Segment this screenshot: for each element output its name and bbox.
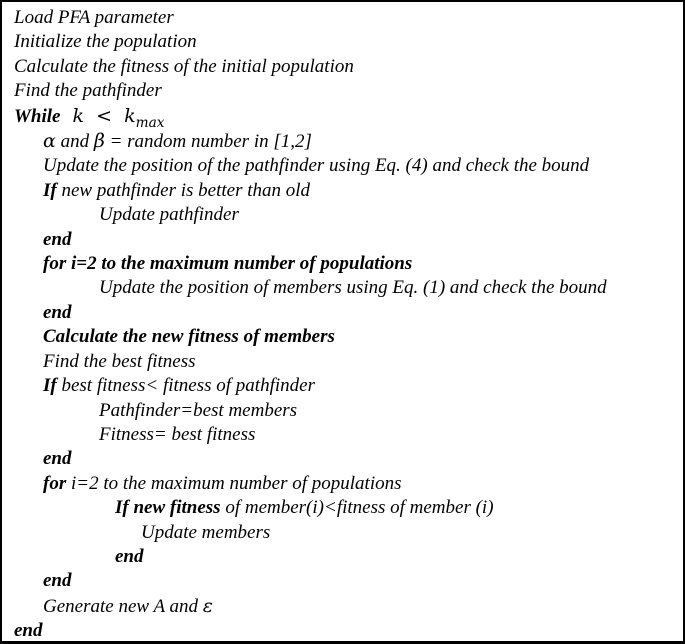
keyword-text: for: [43, 472, 71, 494]
pseudocode-line: [2, 154, 683, 178]
code-text: of member(i)<fitness of member (i): [220, 497, 494, 519]
code-text: Update pathfinder: [99, 204, 239, 226]
keyword-text: If: [43, 179, 62, 201]
pseudocode-line: [2, 325, 683, 349]
keyword-text: If: [43, 375, 62, 397]
code-text: Initialize the population: [14, 31, 197, 53]
keyword-text: for i=2 to the maximum number of populations: [43, 253, 413, 275]
keyword-text: end: [43, 301, 72, 323]
pseudocode-line: [2, 496, 683, 520]
code-text: Generate new A and: [43, 595, 203, 617]
keyword-text: If new fitness: [115, 497, 221, 519]
math-text: ε: [202, 594, 213, 617]
keyword-text: While: [14, 105, 61, 127]
math-text: α: [43, 130, 56, 153]
pseudocode-line: [2, 104, 683, 129]
pseudocode-line: [2, 619, 683, 643]
code-text: Update members: [141, 521, 271, 543]
code-text: Fitness= best fitness: [99, 423, 256, 445]
pseudocode-line: [2, 179, 683, 203]
code-text: Find the best fitness: [43, 350, 196, 372]
code-text: = random number in [1,2]: [104, 131, 312, 153]
pseudocode-line: [2, 447, 683, 471]
keyword-text: end: [43, 228, 72, 250]
code-text: Update the position of the pathfinder using Eq. (4) and check the bound: [43, 155, 590, 177]
pseudocode-line: [2, 521, 683, 545]
pseudocode-line: [2, 545, 683, 569]
pseudocode-line: [2, 399, 683, 423]
code-text: Load PFA parameter: [14, 7, 174, 28]
pseudocode-line: [2, 203, 683, 227]
keyword-text: end: [14, 620, 43, 642]
pseudocode-line: [2, 472, 683, 496]
keyword-text: Calculate the new fitness of members: [43, 326, 335, 348]
pseudocode-line: [2, 129, 683, 154]
code-text: i=2 to the maximum number of populations: [70, 472, 402, 494]
code-text: new pathfinder is better than old: [61, 179, 311, 201]
keyword-text: end: [43, 570, 72, 592]
pseudocode-line: [2, 569, 683, 593]
pseudocode-line: [2, 374, 683, 398]
code-text: Calculate the fitness of the initial population: [14, 55, 354, 77]
code-text: Pathfinder=best members: [99, 399, 298, 421]
code-text: and: [55, 131, 94, 153]
pseudocode-line: [2, 594, 683, 619]
pseudocode-line: [2, 228, 683, 252]
pseudocode-line: [2, 276, 683, 300]
code-text: Find the pathfinder: [14, 80, 162, 102]
pseudocode-line: [2, 350, 683, 374]
pseudocode-line: [2, 55, 683, 79]
pseudocode-line: [2, 423, 683, 447]
pseudocode-line: [2, 6, 683, 30]
code-text: best fitness< fitness of pathfinder: [61, 375, 315, 397]
code-text: Update the position of members using Eq. (1) and check the bound: [99, 277, 607, 299]
keyword-text: end: [115, 545, 144, 567]
pseudocode-line: [2, 301, 683, 325]
pseudocode-line: [2, 30, 683, 54]
math-text: max: [135, 114, 165, 131]
math-text: k < k: [60, 104, 136, 127]
pseudocode-line: [2, 252, 683, 276]
pseudocode-line: [2, 79, 683, 103]
keyword-text: end: [43, 448, 72, 470]
math-text: β: [93, 130, 105, 153]
